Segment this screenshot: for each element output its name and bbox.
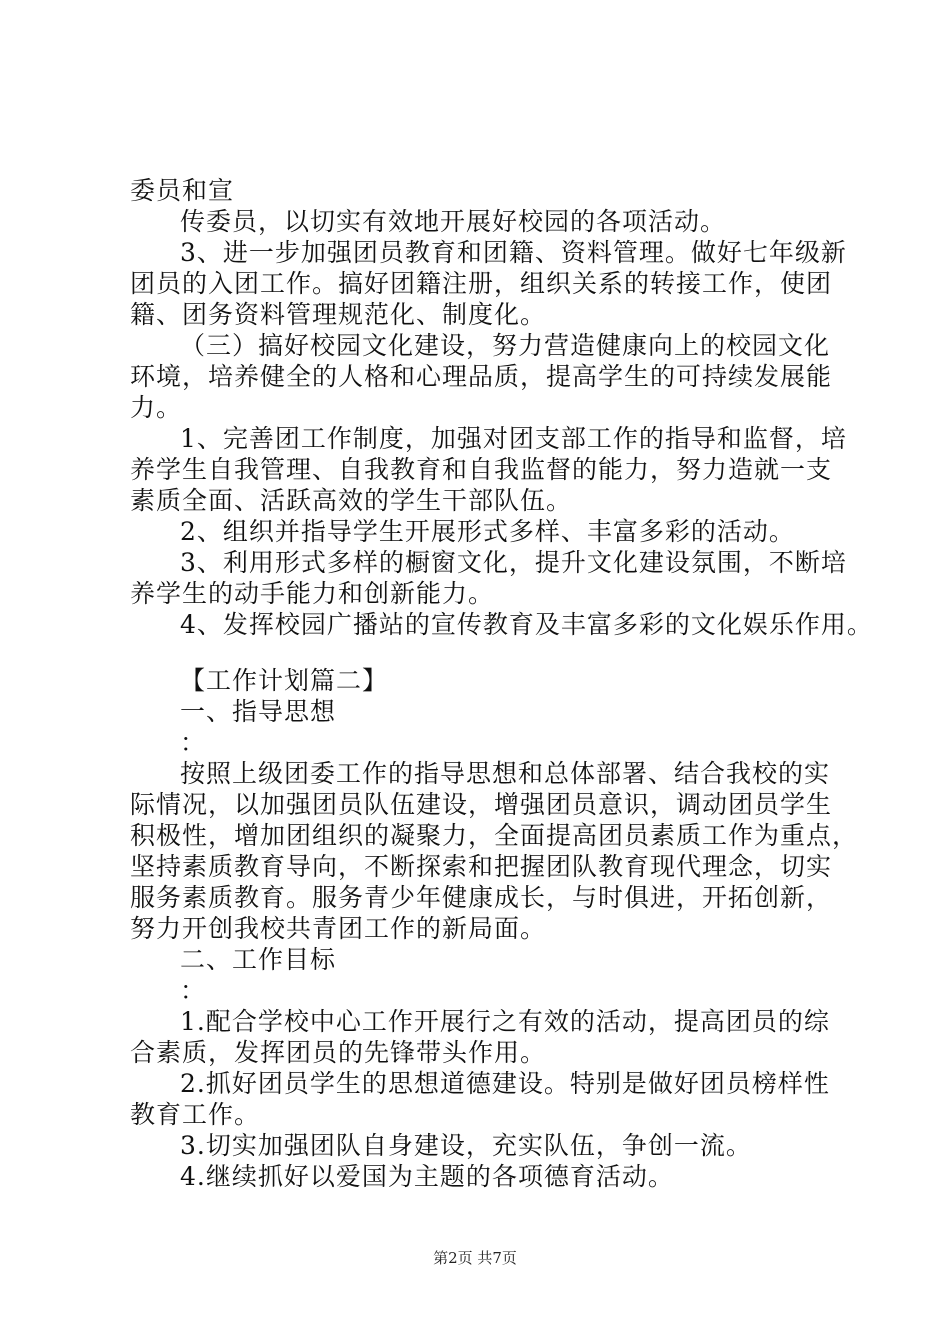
text-line: 积极性，增加团组织的凝聚力，全面提高团员素质工作为重点，	[130, 821, 859, 850]
text-line: 2、组织并指导学生开展形式多样、丰富多彩的活动。	[180, 517, 795, 546]
text-line: 3、进一步加强团员教育和团籍、资料管理。做好七年级新	[180, 238, 847, 267]
text-line: 1、完善团工作制度，加强对团支部工作的指导和监督，培	[180, 424, 847, 453]
text-line: 际情况，以加强团员队伍建设，增强团员意识，调动团员学生	[130, 790, 833, 819]
section-heading: 二、工作目标	[180, 945, 337, 974]
text-line: 素质全面、活跃高效的学生干部队伍。	[130, 486, 573, 515]
page-number-footer: 第2页 共7页	[433, 1249, 517, 1267]
text-line: 环境，培养健全的人格和心理品质，提高学生的可持续发展能	[130, 362, 833, 391]
text-line: 坚持素质教育导向，不断探索和把握团队教育现代理念，切实	[130, 852, 833, 881]
text-line: 委员和宣	[130, 176, 235, 205]
text-line: 按照上级团委工作的指导思想和总体部署、结合我校的实	[180, 759, 831, 788]
text-line: 传委员，以切实有效地开展好校园的各项活动。	[180, 207, 727, 236]
text-line: 3.切实加强团队自身建设，充实队伍，争创一流。	[180, 1131, 752, 1160]
text-line: ：	[180, 728, 207, 757]
text-line: 努力开创我校共青团工作的新局面。	[130, 914, 547, 943]
text-line: 4、发挥校园广播站的宣传教育及丰富多彩的文化娱乐作用。	[180, 610, 873, 639]
text-line: 2.抓好团员学生的思想道德建设。特别是做好团员榜样性	[180, 1069, 830, 1098]
text-line: 养学生自我管理、自我教育和自我监督的能力，努力造就一支	[130, 455, 833, 484]
text-line: 4.继续抓好以爱国为主题的各项德育活动。	[180, 1162, 674, 1191]
section-title: 【工作计划篇二】	[180, 666, 389, 695]
text-line: 力。	[130, 393, 183, 422]
text-line: 养学生的动手能力和创新能力。	[130, 579, 495, 608]
text-line: 3、利用形式多样的橱窗文化，提升文化建设氛围，不断培	[180, 548, 847, 577]
text-line: 服务素质教育。服务青少年健康成长，与时俱进，开拓创新，	[130, 883, 833, 912]
text-line: 教育工作。	[130, 1100, 261, 1129]
section-heading: （三）搞好校园文化建设，努力营造健康向上的校园文化	[180, 331, 831, 360]
section-heading: 一、指导思想	[180, 697, 337, 726]
text-line: 团员的入团工作。搞好团籍注册，组织关系的转接工作，使团	[130, 269, 833, 298]
text-line: 合素质，发挥团员的先锋带头作用。	[130, 1038, 547, 1067]
text-line: ：	[180, 976, 207, 1005]
text-line: 籍、团务资料管理规范化、制度化。	[130, 300, 547, 329]
text-line: 1.配合学校中心工作开展行之有效的活动，提高团员的综	[180, 1007, 830, 1036]
